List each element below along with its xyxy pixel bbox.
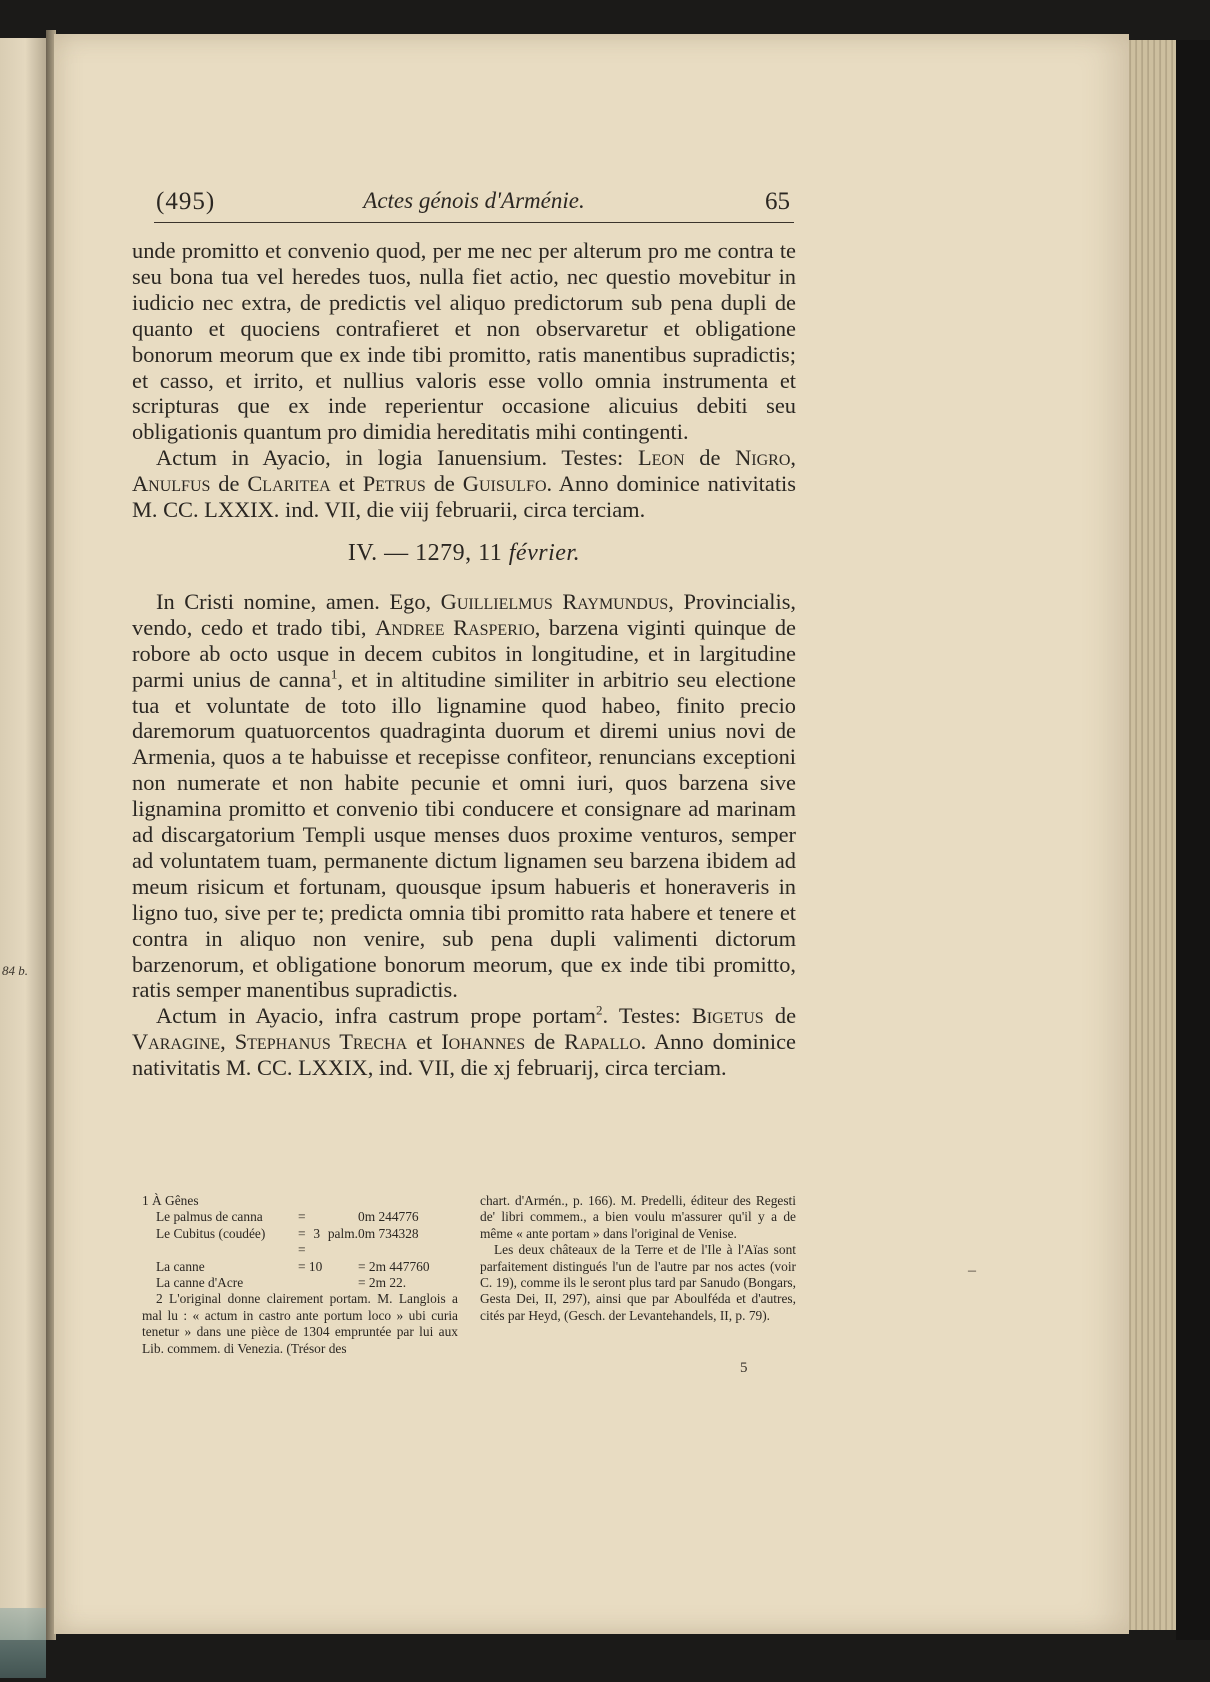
measure-equation: = 10 [298, 1258, 323, 1274]
text-run: de [210, 471, 248, 497]
witness-name: Leon [637, 445, 685, 471]
party-name: Guillielmus Raymundus [440, 588, 669, 614]
measure-row [142, 1275, 458, 1291]
paragraph-actum-2 [132, 1003, 796, 1081]
paragraph-deed [132, 589, 796, 1004]
text-run: In Cristi nomine, amen. Ego, [156, 588, 441, 614]
running-title: Actes génois d'Arménie. [363, 188, 585, 213]
witness-name: Iohannes [441, 1029, 526, 1055]
footnotes-left-column [142, 1193, 458, 1357]
section-heading [132, 541, 796, 567]
text-run: , Provincialis, vendo, cedo et trado tibi, [132, 588, 797, 640]
witness-name: Varagine [132, 1029, 221, 1055]
measure-value: = 2m 447760 [358, 1258, 430, 1274]
measure-value: 0m 244776 [358, 1209, 419, 1225]
measure-name: La canne [156, 1258, 205, 1274]
witness-name: Rapallo [564, 1029, 641, 1055]
witness-name: Anulfus [132, 471, 211, 497]
edge-shadow [1176, 40, 1210, 1640]
witness-name: Claritea [247, 471, 331, 497]
measure-equation: = 3 palm. = [298, 1225, 358, 1258]
text-run: , [220, 1029, 235, 1055]
text-run: de [425, 471, 463, 497]
signature-mark: 5 [740, 1360, 748, 1376]
page-edges [1120, 40, 1180, 1630]
footnote-ref: 1 [330, 666, 338, 682]
measure-row [142, 1209, 458, 1225]
section-month: février. [508, 539, 581, 566]
footnote-2-continued: chart. d'Armén., p. 166). M. Predelli, éditeur des Regesti de' libri commem., a bien voulu m'assurer qu'il y a de même « ante portam » dans l'original de Venise. [480, 1193, 796, 1241]
text-run: . Anno dominice nativitatis M. CC. LXXIX, ind. VII, die xj februarij, circa terciam. [132, 1029, 796, 1081]
text-run: Actum in Ayacio, infra castrum prope portam [156, 1003, 596, 1029]
footnote-ref: 2 [595, 1002, 603, 1018]
binding-stain [0, 1608, 46, 1678]
paragraph-continued: unde promitto et convenio quod, per me nec per alterum pro me contra te seu bona tua vel heredes tuos, nulla fiet actio, nec questio movebitur in iudicio nec extra, de predictis vel aliquo predictorum sub pena dupli de quanto et quociens contrafieret et non observaretur et obligatione bonorum meorum que ex inde tibi promitto, ratis manentibus supradictis; et casso, et irrito, et nullius valoris esse vollo omnia instrumenta et scripturas que ex inde reperientur occasione alicuius debiti seu obligationis quantum pro dimidia hereditatis mihi contingenti. [132, 238, 796, 445]
witness-name: Guisulfo [462, 471, 547, 497]
main-text [132, 238, 796, 1081]
footnote-1-label: 1 À Gênes [142, 1193, 199, 1208]
witness-name: Stephanus Trecha [234, 1029, 408, 1055]
text-run: , et in altitudine similiter in arbitrio seu electione tua et voluntate de toto illo lignamine quod habeo, finito precio daremorum quatuorcentos quadraginta duorum et diremi unius novi de Armenia, quos a te habuisse et recepisse confiteor, renuncians exceptioni non numerate et non habite pecunie et omni iuri, quos barzena sive lignamina promitto et convenio tibi conducere et consignare ad marinam ad discargatorium Templi usque menses duos proxime venturos, semper ad voluntatem tuam, permanente dictum lignamen seu barzena ibidem ad meum risicum et fortunam, quousque ipsum habueris et honeraveris in ligno tuo, sive per te; predicta omnia tibi promitto rata habere et tenere et contra in aliquo non venire, sub pena dupli valimenti dictorum barzenorum, et obligatione bonorum meorum, que ex inde tibi promitto, ratis semper manentibus supradictis. [132, 666, 796, 1003]
text-run: Actum in Ayacio, in logia Ianuensium. Testes: [156, 445, 638, 471]
text-run: . Anno dominice nativitatis M. CC. LXXIX. ind. VII, die viij februarii, circa terciam. [132, 471, 796, 523]
measure-name: La canne d'Acre [156, 1275, 244, 1291]
section-numeral: IV. — 1279, 11 [347, 539, 509, 566]
paragraph-actum-1 [132, 445, 796, 523]
text-run: , [790, 445, 796, 471]
text-run: de [684, 445, 736, 471]
left-page-edge [0, 38, 46, 1640]
measure-equation [298, 1275, 358, 1291]
witness-name: Nigro [735, 445, 791, 471]
party-name: Andree Rasperio [375, 614, 535, 640]
measure-name: Le palmus de canna [156, 1209, 263, 1225]
left-margin-note: 84 b. [2, 963, 28, 978]
footnotes-right-column [480, 1193, 796, 1324]
measure-value: = 2m 22. [358, 1275, 407, 1291]
text-run: et [407, 1029, 442, 1055]
footnote-2: 2 L'original donne clairement portam. M. Langlois a mal lu : « actum in castro ante portum loco » ubi curia tenetur » dans une pièce de 1304 empruntée par lui aux Lib. commem. di Venezia. (Trésor des [142, 1291, 458, 1356]
right-page-number: 65 [765, 188, 790, 215]
measure-name: Le Cubitus (coudée) [156, 1225, 266, 1241]
witness-name: Petrus [362, 471, 426, 497]
running-header [154, 182, 794, 223]
measure-row [142, 1226, 458, 1259]
text-run: , barzena viginti quinque de robore ab octo usque in decem cubitos in longitudine, et in largitudine parmi unius de canna [132, 614, 796, 692]
text-run: . Testes: [602, 1003, 692, 1029]
text-run: de [763, 1003, 797, 1029]
text-run: de [525, 1029, 565, 1055]
footnote-2-paragraph: Les deux châteaux de la Terre et de l'Ile à l'Aïas sont parfaitement distingués l'un de l'autre par nos actes (voir C. 19), comme ils le seront plus tard par Sanudo (Bongars, Gesta Dei, II, 297), ainsi que par Aboulféda et d'autres, cités par Heyd, (Gesch. der Levantehandels, II, p. 79). [480, 1242, 796, 1323]
measure-equation: = [298, 1209, 306, 1225]
text-run: et [330, 471, 363, 497]
left-page-number: (495) [156, 188, 216, 215]
measure-row [142, 1259, 458, 1275]
stray-dash-mark: – [968, 1262, 976, 1279]
measure-value: 0m 734328 [358, 1225, 419, 1241]
witness-name: Bigetus [691, 1003, 764, 1029]
